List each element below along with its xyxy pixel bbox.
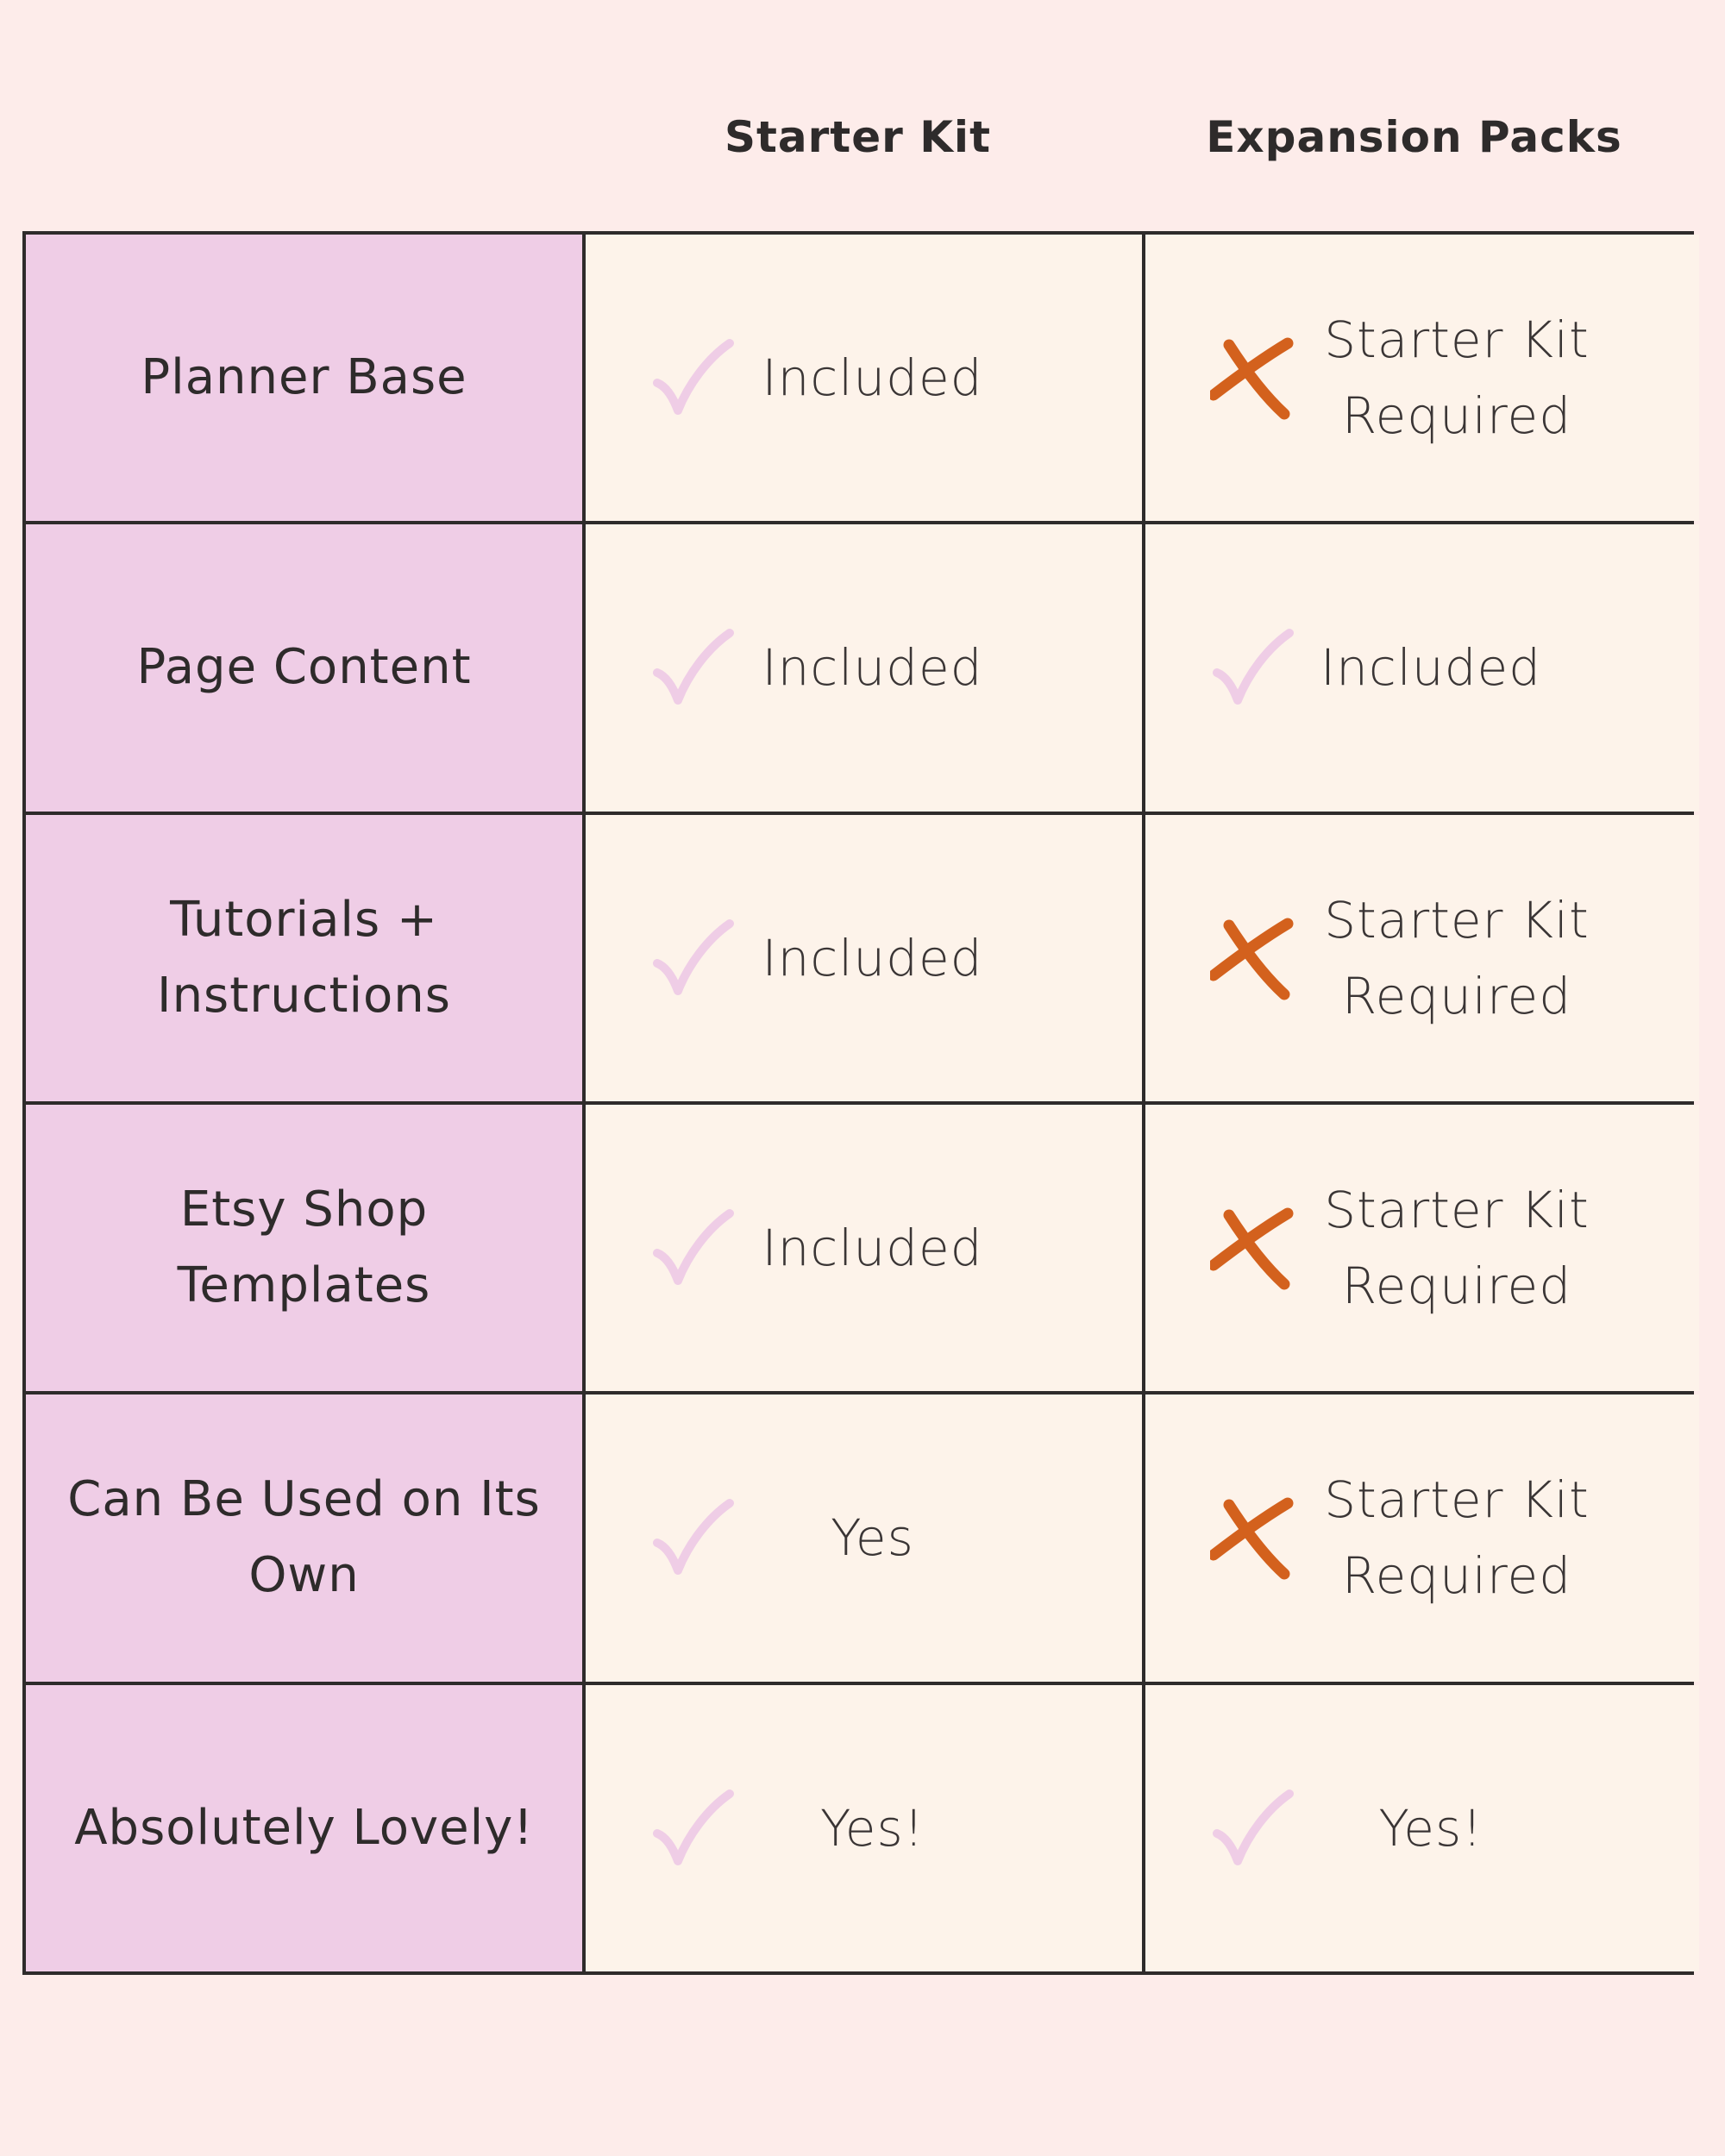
cross-icon xyxy=(1210,915,1296,1001)
expansion-cell xyxy=(1145,1685,1699,1971)
cross-icon xyxy=(1210,1205,1296,1291)
row-label: Page Content xyxy=(136,639,472,696)
starter-cell xyxy=(586,235,1142,521)
cross-icon xyxy=(1210,1495,1296,1581)
starter-value: Yes xyxy=(831,1508,914,1568)
starter-value: Included xyxy=(762,348,983,408)
check-icon xyxy=(1210,1785,1296,1871)
check-icon xyxy=(650,335,737,421)
starter-cell xyxy=(586,1685,1142,1971)
starter-value: Yes! xyxy=(820,1798,925,1858)
comparison-table xyxy=(22,231,1694,1975)
starter-value: Included xyxy=(762,638,983,698)
row-label-cell xyxy=(26,1685,582,1971)
row-label: Absolutely Lovely! xyxy=(74,1799,534,1856)
row-label-cell xyxy=(26,1395,582,1681)
starter-cell xyxy=(586,1395,1142,1681)
cross-icon xyxy=(1210,335,1296,421)
expansion-cell xyxy=(1145,815,1699,1101)
row-label-cell xyxy=(26,815,582,1101)
check-icon xyxy=(650,1205,737,1291)
starter-cell xyxy=(586,815,1142,1101)
starter-cell xyxy=(586,1105,1142,1391)
expansion-value: Yes! xyxy=(1378,1798,1484,1858)
row-label: Etsy Shop Templates xyxy=(177,1181,431,1314)
check-icon xyxy=(650,1495,737,1581)
expansion-value: Starter Kit Required xyxy=(1324,890,1590,1025)
column-header-starter-kit: Starter Kit xyxy=(724,112,991,162)
expansion-cell xyxy=(1145,524,1699,811)
starter-value: Included xyxy=(762,1219,983,1278)
starter-value: Included xyxy=(762,928,983,987)
row-label-cell xyxy=(26,524,582,811)
starter-cell xyxy=(586,524,1142,811)
check-icon xyxy=(650,915,737,1001)
expansion-value: Starter Kit Required xyxy=(1324,1470,1590,1606)
column-headers xyxy=(0,0,1725,233)
expansion-cell xyxy=(1145,1395,1699,1681)
column-header-expansion-packs: Expansion Packs xyxy=(1206,112,1622,162)
expansion-cell xyxy=(1145,1105,1699,1391)
check-icon xyxy=(650,1785,737,1871)
row-label-cell xyxy=(26,1105,582,1391)
expansion-value: Included xyxy=(1320,638,1541,698)
expansion-value: Starter Kit Required xyxy=(1324,310,1590,446)
row-label: Can Be Used on Its Own xyxy=(67,1471,541,1604)
row-label: Planner Base xyxy=(141,349,467,406)
check-icon xyxy=(650,624,737,711)
expansion-cell xyxy=(1145,235,1699,521)
expansion-value: Starter Kit Required xyxy=(1324,1181,1590,1316)
check-icon xyxy=(1210,624,1296,711)
row-label-cell xyxy=(26,235,582,521)
row-label: Tutorials + Instructions xyxy=(157,891,451,1024)
